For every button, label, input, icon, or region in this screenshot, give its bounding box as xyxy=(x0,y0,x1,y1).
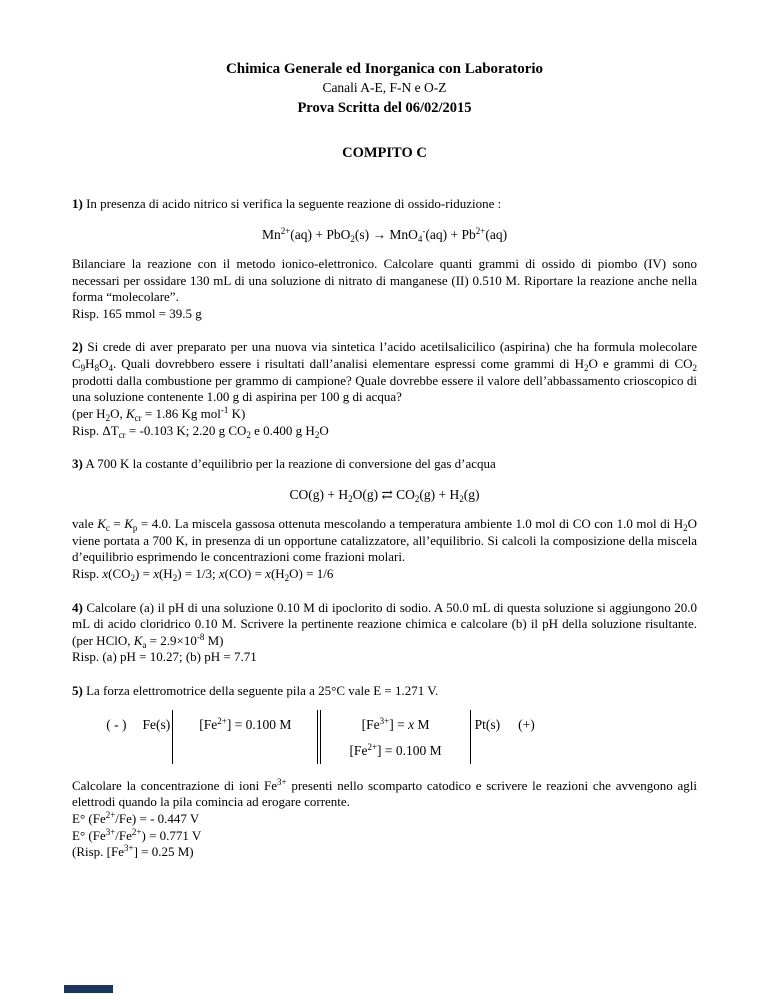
question-1-answer: Risp. 165 mmol = 39.5 g xyxy=(72,305,202,321)
question-2 xyxy=(72,339,697,439)
question-5 xyxy=(72,683,697,861)
question-4-body-text: Calcolare (a) il pH di una soluzione 0.10 M di ipoclorito di sodio. A 50.0 mL di questa soluzione si aggiungono 20.0 mL di acido cloridrico 0.10 M. Scrivere la pertinente reazione chimica e calcolare (b) il pH della soluzione risultante. (per HClO, $K_a = 2.9\times 10^{-8}$ M) xyxy=(72,599,697,650)
question-1-lead-text: In presenza di acido nitrico si verifica la seguente reazione di ossido-riduzione : xyxy=(82,196,502,211)
question-3-body: vale $K_c = K_p = 4.0$. La miscela gassosa ottenuta mescolando a temperatura ambiente 1.0 mol di CO con 1.0 mol di $H_2O$ viene portata a 700 K, in presenza di un opportune catalizzatore, all’equilibrio. Si calcoli la composizione della miscela d’equilibrio esprimendo le concentrazioni come frazioni molari. xyxy=(72,516,697,565)
question-4-answer: Risp. (a) pH = 10.27; (b) pH = 7.71 xyxy=(72,649,257,665)
cell-cathode-electrode: Pt(s) xyxy=(474,716,501,732)
question-1-lead xyxy=(72,196,697,213)
question-2-note: (per $H_2O$, $K_{cr} = 1.86$ Kg mol$^{-1}$ K) xyxy=(72,404,246,423)
exam-code: COMPITO C xyxy=(342,145,427,161)
question-3-lead-text: A 700 K la costante d’equilibrio per la reazione di conversione del gas d’acqua xyxy=(82,456,496,472)
question-5-potential-1: E° $(Fe^{2+}/Fe)$ = - 0.447 V xyxy=(72,809,200,826)
question-4 xyxy=(72,600,697,667)
question-5-answer: (Risp. $[Fe^{3+}] = 0.25$ M) xyxy=(72,843,194,860)
cell-cathode-line-1: $[Fe^{3+}] = x$ M xyxy=(361,715,430,732)
question-3-equation: $CO(g) + H_2O(g)$ ⇄ $CO_2(g) + H_2(g)$ xyxy=(289,486,480,504)
question-2-answer: Risp. $\Delta T_{cr} = -0.103$ K; 2.20 g $CO_2$ e 0.400 g $H_2O$ xyxy=(72,422,329,440)
question-1-equation: $Mn^{2+}(aq) + PbO_2(s) \to MnO_4^-(aq) + Pb^{2+}(aq)$ xyxy=(261,225,508,244)
cell-cathode-line-2: $[Fe^{2+}] = 0.100$ M xyxy=(349,741,442,758)
galvanic-cell-diagram xyxy=(72,710,697,764)
question-2-number: 2) xyxy=(72,339,83,355)
exam-date-line: Prova Scritta del 06/02/2015 xyxy=(297,99,472,116)
question-3-number: 3) xyxy=(72,456,83,472)
document-header xyxy=(72,60,697,162)
question-2-body xyxy=(72,339,697,406)
page-bottom-accent-bar xyxy=(64,985,113,993)
question-5-number: 5) xyxy=(72,683,83,699)
question-5-lead-text: La forza elettromotrice della seguente pila a 25°C vale E = 1.271 V. xyxy=(82,683,439,699)
question-3 xyxy=(72,456,697,582)
cell-anode-electrode: Fe(s) xyxy=(142,716,171,732)
cell-cathode-solution xyxy=(321,710,469,764)
question-2-body-text: Si crede di aver preparato per una nuova via sintetica l’acido acetilsalicilico (aspirina) che ha formula molecolare $C_9H_8O_4$. Quali dovrebbero essere i risultati dall’analisi elementare espressi come grammi di $H_2O$ e grammi di $CO_2$ prodotti dalla combustione per grammo di campione? Quale dovrebbe essere il valore dell’abbassamento crioscopico di una soluzione contenente 1.00 g di aspirina per 100 g di acqua? xyxy=(72,339,698,405)
question-5-lead xyxy=(72,683,697,700)
question-1 xyxy=(72,196,697,322)
course-title: Chimica Generale ed Inorganica con Laboratorio xyxy=(225,61,544,77)
question-4-body xyxy=(72,600,697,650)
question-1-body: Bilanciare la reazione con il metodo ionico-elettronico. Calcolare quanti grammi di ossido di piombo (IV) sono necessari per ossidare 130 mL di una soluzione di nitrato di manganese (II) 0.510 M. Riportare la reazione anche nella forma “molecolare”. xyxy=(72,255,697,305)
question-4-number: 4) xyxy=(72,599,83,615)
cell-positive-terminal: (+) xyxy=(518,716,535,732)
question-5-body: Calcolare la concentrazione di ioni $Fe^{3+}$ presenti nello scomparto catodico e scrivere le reazioni che avvengono agli elettrodi quando la pila comincia ad erogare corrente. xyxy=(72,776,697,810)
cell-anode-solution: $[Fe^{2+}] = 0.100$ M xyxy=(199,715,292,732)
cell-negative-terminal: ( - ) xyxy=(106,716,127,732)
question-3-answer: Risp. $x(CO_2) = x(H_2) = 1/3$; $x(CO) = x(H_2O) = 1/6$ xyxy=(72,565,334,583)
question-1-number: 1) xyxy=(72,196,83,211)
question-5-potential-2: E° $(Fe^{3+}/Fe^{2+}) = 0.771$ V xyxy=(72,826,202,843)
course-channels: Canali A-E, F-N e O-Z xyxy=(322,80,447,95)
question-3-lead xyxy=(72,456,697,473)
